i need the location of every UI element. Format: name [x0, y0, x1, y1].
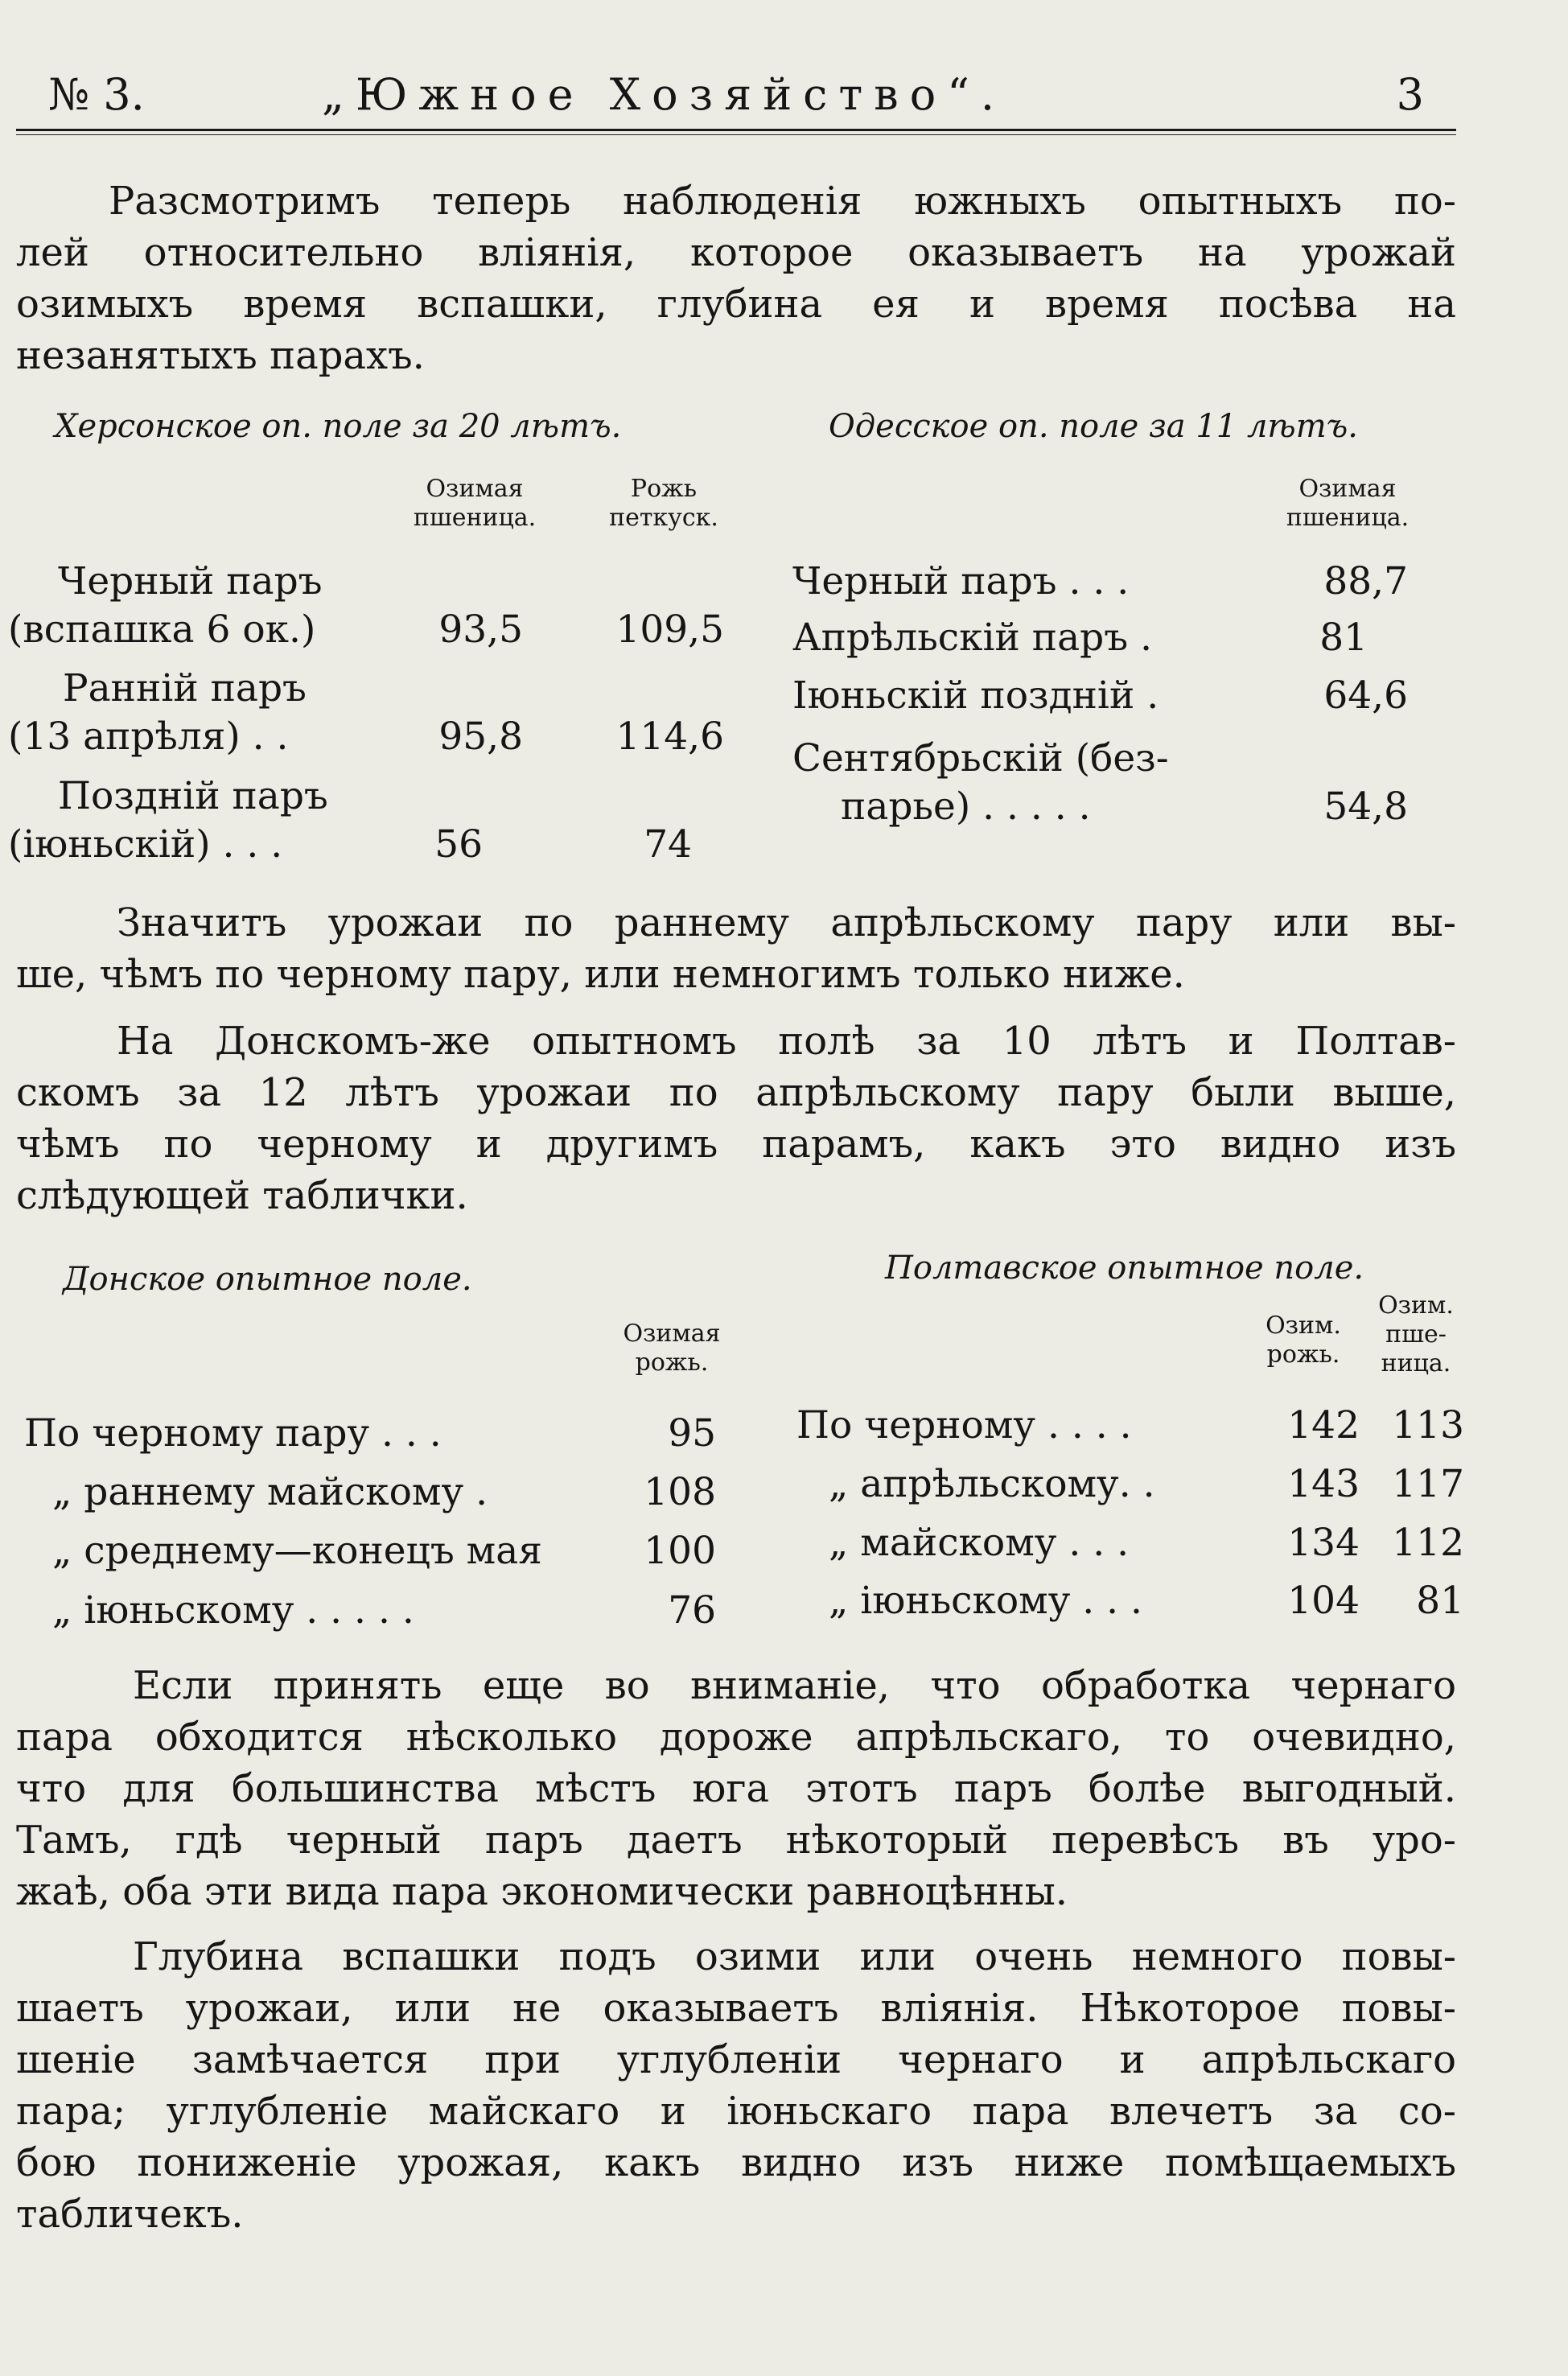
kherson-row-1-label-b: (вспашка 6 ок.)	[8, 607, 316, 652]
text-line: незанятыхъ парахъ.	[16, 333, 425, 378]
poltava-row-3-rye: 134	[1287, 1521, 1360, 1565]
header-rule	[16, 129, 1456, 131]
poltava-row-3-wheat: 112	[1392, 1521, 1464, 1565]
poltava-row-2-wheat: 117	[1392, 1462, 1464, 1506]
poltava-col-wheat-header	[1368, 1291, 1464, 1378]
paragraph-2	[16, 897, 1456, 1000]
text-line: шаетъ урожаи, или не оказываетъ вліянія. Нѣкоторое повы-	[16, 1986, 1456, 2031]
poltava-row-2-label: „ апрѣльскому. .	[829, 1462, 1155, 1506]
text-line: ше, чѣмъ по черному пару, или немногимъ только ниже.	[16, 952, 1185, 997]
poltava-col-rye-header	[1247, 1312, 1360, 1369]
don-row-3-rye: 100	[644, 1529, 716, 1573]
text-line: пара; углубленіе майскаго и іюньскаго пара влечетъ за со-	[16, 2089, 1456, 2134]
don-row-3-label: „ среднему—конецъ мая	[52, 1529, 542, 1573]
don-row-4-label: „ іюньскому . . . . .	[52, 1588, 414, 1633]
text-line: что для большинства мѣстъ юга этотъ паръ болѣе выгодный.	[16, 1766, 1456, 1811]
odessa-row-3-wheat: 64,6	[1323, 673, 1408, 718]
kherson-col-rye-header	[591, 475, 736, 533]
odessa-col-wheat-header	[1263, 475, 1432, 533]
odessa-row-4-wheat: 54,8	[1323, 784, 1408, 829]
don-row-1-label: По черному пару . . .	[24, 1411, 442, 1456]
odessa-row-1-wheat: 88,7	[1323, 559, 1408, 603]
text-line: Глубина вспашки подъ озими или очень немного повы-	[133, 1934, 1456, 1979]
kherson-row-2-label-a: Ранній паръ	[63, 666, 307, 710]
kherson-row-3-label-b: (іюньскій) . . .	[8, 822, 283, 867]
table-odessa-title: Одесское оп. поле за 11 лѣтъ.	[829, 408, 1359, 445]
kherson-row-2-label-b: (13 апрѣля) . .	[8, 714, 289, 759]
text-line: табличекъ.	[16, 2192, 244, 2237]
don-row-2-label: „ раннему майскому .	[52, 1470, 488, 1514]
poltava-row-4-rye: 104	[1287, 1579, 1360, 1623]
don-row-4-rye: 76	[668, 1588, 716, 1633]
col-header-line: пшеница.	[413, 504, 537, 532]
text-line: шеніе замѣчается при углубленіи чернаго и апрѣльскаго	[16, 2037, 1456, 2082]
kherson-row-1-label-a: Черный паръ	[58, 559, 323, 603]
running-header	[48, 63, 1424, 127]
col-header-line: петкуск.	[609, 504, 718, 532]
text-line: Значитъ урожаи по раннему апрѣльскому пару или вы-	[117, 900, 1456, 945]
kherson-row-2-rye: 114,6	[615, 714, 724, 759]
text-line: Разсмотримъ теперь наблюденія южныхъ опытныхъ по-	[109, 179, 1456, 224]
kherson-row-3-label-a: Поздній паръ	[58, 774, 328, 818]
page-number: 3	[1396, 69, 1424, 120]
poltava-row-3-label: „ майскому . . .	[829, 1521, 1130, 1565]
poltava-row-2-rye: 143	[1287, 1462, 1360, 1506]
table-kherson-title: Херсонское оп. поле за 20 лѣтъ.	[55, 408, 622, 445]
text-line: скомъ за 12 лѣтъ урожаи по апрѣльскому пару были выше,	[16, 1070, 1456, 1115]
col-header-line: ница.	[1381, 1349, 1451, 1377]
paragraph-4	[16, 1660, 1456, 1917]
kherson-row-2-wheat: 95,8	[438, 714, 523, 759]
poltava-row-1-label: По черному . . . .	[796, 1403, 1132, 1447]
col-header-line: Озимая	[426, 475, 524, 503]
col-header-line: рожь.	[1266, 1340, 1340, 1369]
kherson-row-3-wheat: 56	[434, 822, 483, 867]
odessa-row-1-label: Черный паръ . . .	[792, 559, 1130, 603]
journal-title: „Южное Хозяйство“.	[322, 69, 1006, 120]
col-header-line: Озим.	[1266, 1312, 1341, 1340]
text-line: Тамъ, гдѣ черный паръ даетъ нѣкоторый перевѣсъ въ уро-	[16, 1818, 1456, 1863]
col-header-line: Озимая	[1298, 475, 1397, 503]
kherson-col-wheat-header	[394, 475, 555, 533]
header-rule-thin	[16, 134, 1456, 135]
text-line: слѣдующей таблички.	[16, 1173, 468, 1218]
poltava-row-1-rye: 142	[1287, 1403, 1360, 1447]
text-line: На Донскомъ-же опытномъ полѣ за 10 лѣтъ и Полтав-	[117, 1019, 1456, 1064]
odessa-row-2-label: Апрѣльскій паръ .	[792, 616, 1153, 660]
col-header-line: пше-	[1385, 1320, 1447, 1349]
paragraph-1	[16, 175, 1456, 381]
text-line: лей относительно вліянія, которое оказываетъ на урожай	[16, 230, 1456, 275]
poltava-row-4-wheat: 81	[1416, 1579, 1464, 1623]
issue-number: № 3.	[48, 69, 145, 120]
kherson-row-1-wheat: 93,5	[438, 607, 523, 652]
paragraph-3	[16, 1015, 1456, 1221]
paragraph-5	[16, 1931, 1456, 2240]
don-row-1-rye: 95	[668, 1411, 716, 1456]
table-poltava-title: Полтавское опытное поле.	[885, 1250, 1364, 1287]
text-line: бою пониженіе урожая, какъ видно изъ ниже помѣщаемыхъ	[16, 2140, 1456, 2185]
col-header-line: пшеница.	[1286, 504, 1410, 532]
text-line: пара обходится нѣсколько дороже апрѣльскаго, то очевидно,	[16, 1715, 1456, 1760]
odessa-row-4-label-b: парье) . . . . .	[841, 784, 1091, 829]
col-header-line: Рожь	[630, 475, 698, 503]
col-header-line: Озим.	[1378, 1291, 1454, 1320]
odessa-row-4-label-a: Сентябрьскій (без-	[792, 736, 1169, 780]
kherson-row-3-rye: 74	[644, 822, 692, 867]
kherson-row-1-rye: 109,5	[615, 607, 724, 652]
don-row-2-rye: 108	[644, 1470, 716, 1514]
text-line: жаѣ, оба эти вида пара экономически равноцѣнны.	[16, 1869, 1068, 1914]
poltava-row-1-wheat: 113	[1392, 1403, 1464, 1447]
text-line: Если принять еще во вниманіе, что обработка чернаго	[133, 1663, 1456, 1708]
poltava-row-4-label: „ іюньскому . . .	[829, 1579, 1142, 1623]
odessa-row-2-wheat: 81	[1319, 616, 1368, 660]
table-don-title: Донское опытное поле.	[63, 1261, 472, 1298]
col-header-line: рожь.	[635, 1349, 709, 1377]
col-header-line: Озимая	[623, 1320, 721, 1348]
don-col-rye-header	[591, 1320, 752, 1377]
odessa-row-3-label: Іюньскій поздній .	[792, 673, 1159, 718]
text-line: чѣмъ по черному и другимъ парамъ, какъ это видно изъ	[16, 1122, 1456, 1167]
text-line: озимыхъ время вспашки, глубина ея и время посѣва на	[16, 282, 1456, 327]
